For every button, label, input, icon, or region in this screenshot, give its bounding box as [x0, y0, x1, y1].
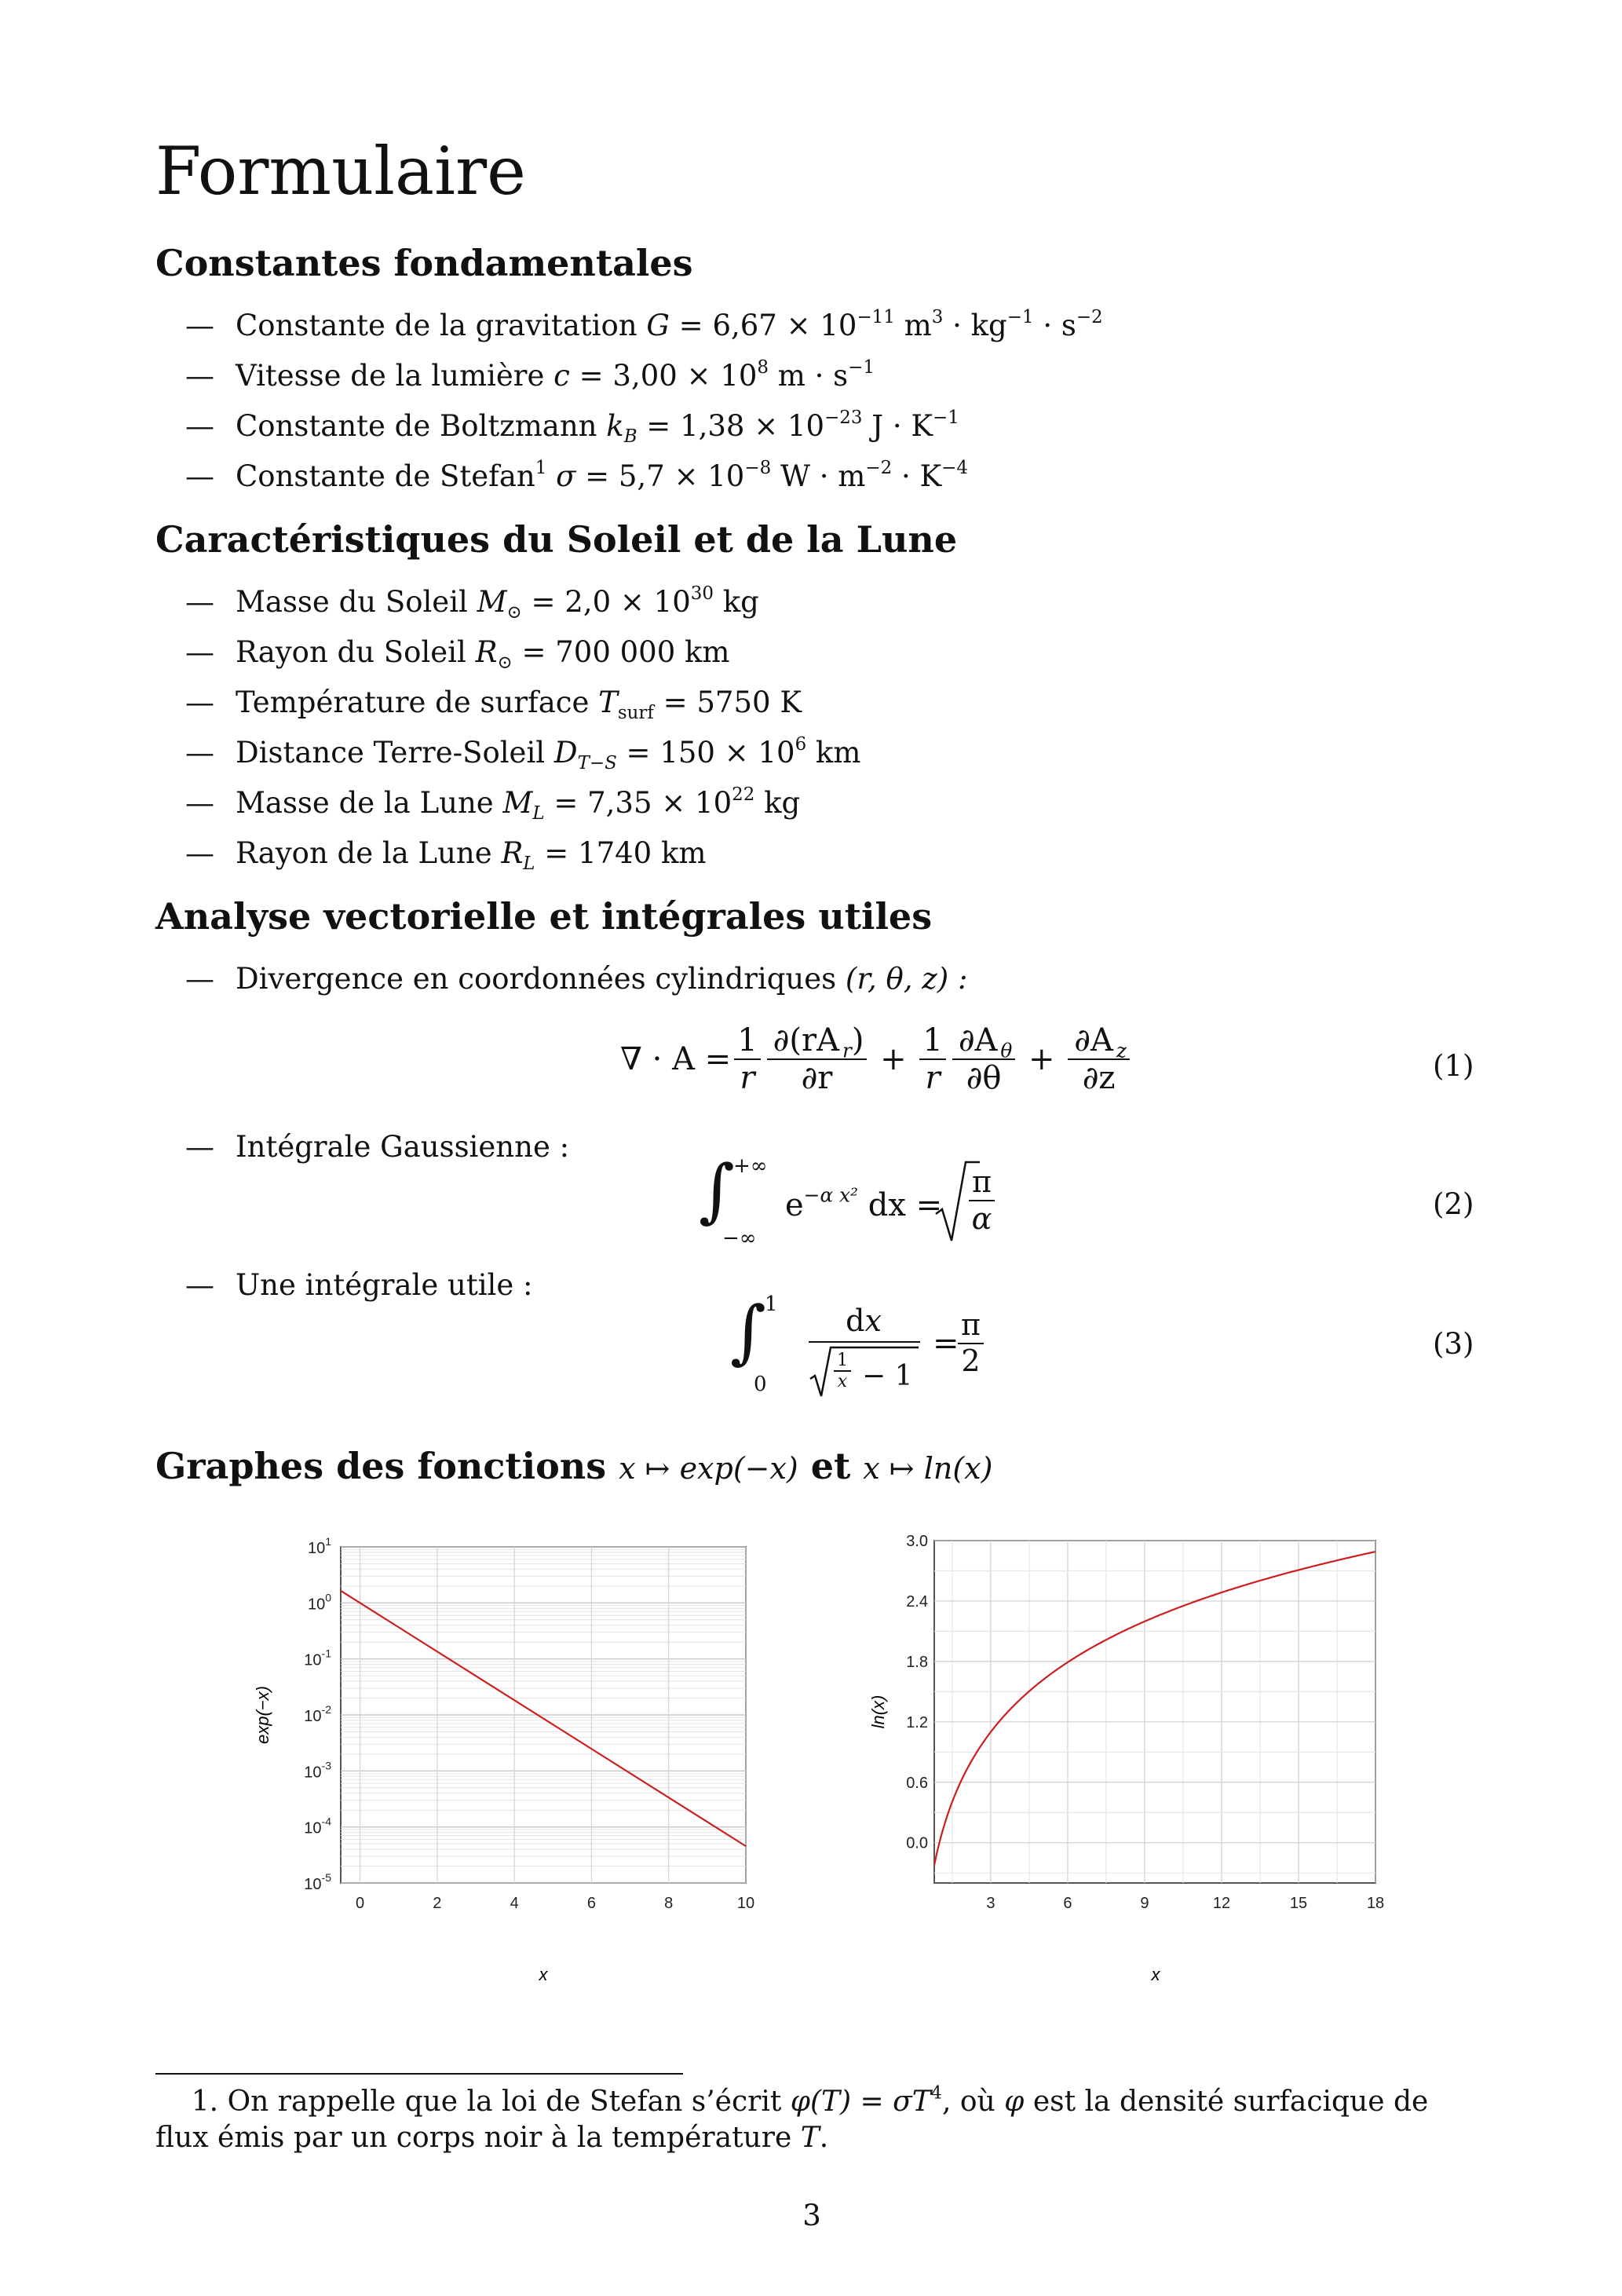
footnote: 1. On rappelle que la loi de Stefan s’écrit $\varphi(T) = \sigma T^4$, où φ est la densité surfacique de flux émis par un corps noir à la température T. — [155, 2082, 1429, 2154]
list-item: — Divergence en coordonnées cylindriques (r, θ, z) : — [185, 962, 968, 996]
y-tick-label: $10^{-1}$ — [304, 1647, 331, 1669]
list-item: — Vitesse de la lumière $c = 3,00 \times 10^8$ $m \cdot s^{-1}$ — [185, 356, 875, 393]
y-tick-label: $10^{-5}$ — [304, 1871, 331, 1893]
list-item: — Intégrale Gaussienne : — [185, 1130, 570, 1164]
y-tick-label: $10^{-4}$ — [304, 1815, 331, 1837]
y-tick-label: $10^{-2}$ — [304, 1703, 331, 1725]
y-tick-label: 2.4 — [906, 1592, 928, 1610]
chart-ln-xlabel: x — [1151, 1965, 1160, 1984]
footnote-rule — [155, 2073, 683, 2075]
section-heading-analysis: Analyse vectorielle et intégrales utiles — [155, 895, 933, 938]
y-tick-label: $10^{-3}$ — [304, 1759, 331, 1782]
x-tick-label: 12 — [1212, 1895, 1231, 1912]
footnote-ref: 1 — [535, 457, 547, 478]
section-heading-sun-moon: Caractéristiques du Soleil et de la Lune — [155, 518, 958, 561]
list-item: — Rayon du Soleil $R_⊙ = 700$ 000 km — [185, 635, 730, 674]
list-item: — Rayon de la Lune $R_L = 1740$ km — [185, 836, 707, 875]
y-tick-label: 0.0 — [906, 1834, 928, 1852]
chart-exp-xlabel: x — [539, 1965, 548, 1984]
list-item: — Distance Terre-Soleil $D_{T-S} = 150 \times 10^6$ km — [185, 733, 861, 774]
chart-ln — [864, 1523, 1397, 2010]
chart-ln-plot-area — [934, 1541, 1375, 1883]
x-tick-label: 15 — [1289, 1895, 1308, 1912]
x-tick-label: 2 — [433, 1895, 442, 1912]
x-tick-label: 10 — [736, 1895, 755, 1912]
equation-number: (3) — [1433, 1327, 1474, 1361]
equation-divergence: ∇ · A = $\frac{1}{r}$ $\frac{\partial(rA _r)}{\partial r}$ + $\frac{1}{r}$ $\frac{\partial A _\theta}{\partial\theta}$ + $\frac{\partial A _z}{\partial z}$ — [620, 1022, 1133, 1096]
chart-exp — [251, 1523, 769, 2010]
equation-number: (1) — [1433, 1049, 1474, 1083]
y-tick-label: $10^0$ — [307, 1591, 331, 1614]
y-tick-label: 0.6 — [906, 1774, 928, 1792]
list-item: — Constante de Boltzmann $k_B = 1,38 \times 10^{-23}$ $J \cdot K^{-1}$ — [185, 407, 959, 448]
x-tick-label: 18 — [1366, 1895, 1385, 1912]
x-tick-label: 0 — [356, 1895, 365, 1912]
page-number: 3 — [802, 2199, 821, 2232]
x-tick-label: 3 — [986, 1895, 995, 1912]
page-title: Formulaire — [155, 133, 526, 210]
y-tick-label: $10^1$ — [307, 1535, 331, 1557]
equation-number: (2) — [1433, 1187, 1474, 1221]
chart-exp-ylabel: exp(−x) — [253, 1686, 272, 1744]
equation-gaussian: ∫ +∞ −∞ $e^{-\alpha x^2}$ dx = $\frac{\pi}{\alpha}$ — [699, 1154, 1013, 1256]
y-tick-label: 1.2 — [906, 1713, 928, 1731]
integral-sign: ∫ — [699, 1150, 735, 1230]
list-item: — Une intégrale utile : — [185, 1268, 533, 1302]
section-heading-constants: Constantes fondamentales — [155, 242, 693, 284]
x-tick-label: 8 — [664, 1895, 674, 1912]
x-tick-label: 6 — [1063, 1895, 1072, 1912]
section-heading-graphs: Graphes des fonctions x ↦ exp(−x) et x ↦ ln(x) — [155, 1445, 993, 1487]
integral-sign: ∫ — [730, 1291, 766, 1372]
chart-ln-ylabel: ln(x) — [868, 1695, 888, 1729]
list-item: — Masse de la Lune $M_L = 7,35 \times 10^{22}$ kg — [185, 784, 801, 824]
equation-useful-integral: ∫ 1 0 dx $\frac{1}{x}$ − 1 = $\frac{\pi}{2}$ — [730, 1292, 981, 1402]
list-item: — Constante de la gravitation $G = 6,67 \times 10^{-11}$ $m^3 \cdot kg^{-1} \cdot s^{-2}$ — [185, 306, 1103, 342]
list-item: — Constante de Stefan$^1$ $\sigma = 5,7 \times 10^{-8}$ $W \cdot m^{-2} \cdot K^{-4}$ — [185, 457, 968, 493]
y-tick-label: 1.8 — [906, 1653, 928, 1671]
list-item: — Masse du Soleil $M_⊙ = 2,0 \times 10^{30}$ kg — [185, 583, 759, 623]
list-item: — Température de surface $T_{surf} = 5750$ K — [185, 686, 802, 724]
x-tick-label: 9 — [1140, 1895, 1149, 1912]
x-tick-label: 4 — [510, 1895, 519, 1912]
x-tick-label: 6 — [586, 1895, 596, 1912]
y-tick-label: 3.0 — [906, 1533, 928, 1550]
